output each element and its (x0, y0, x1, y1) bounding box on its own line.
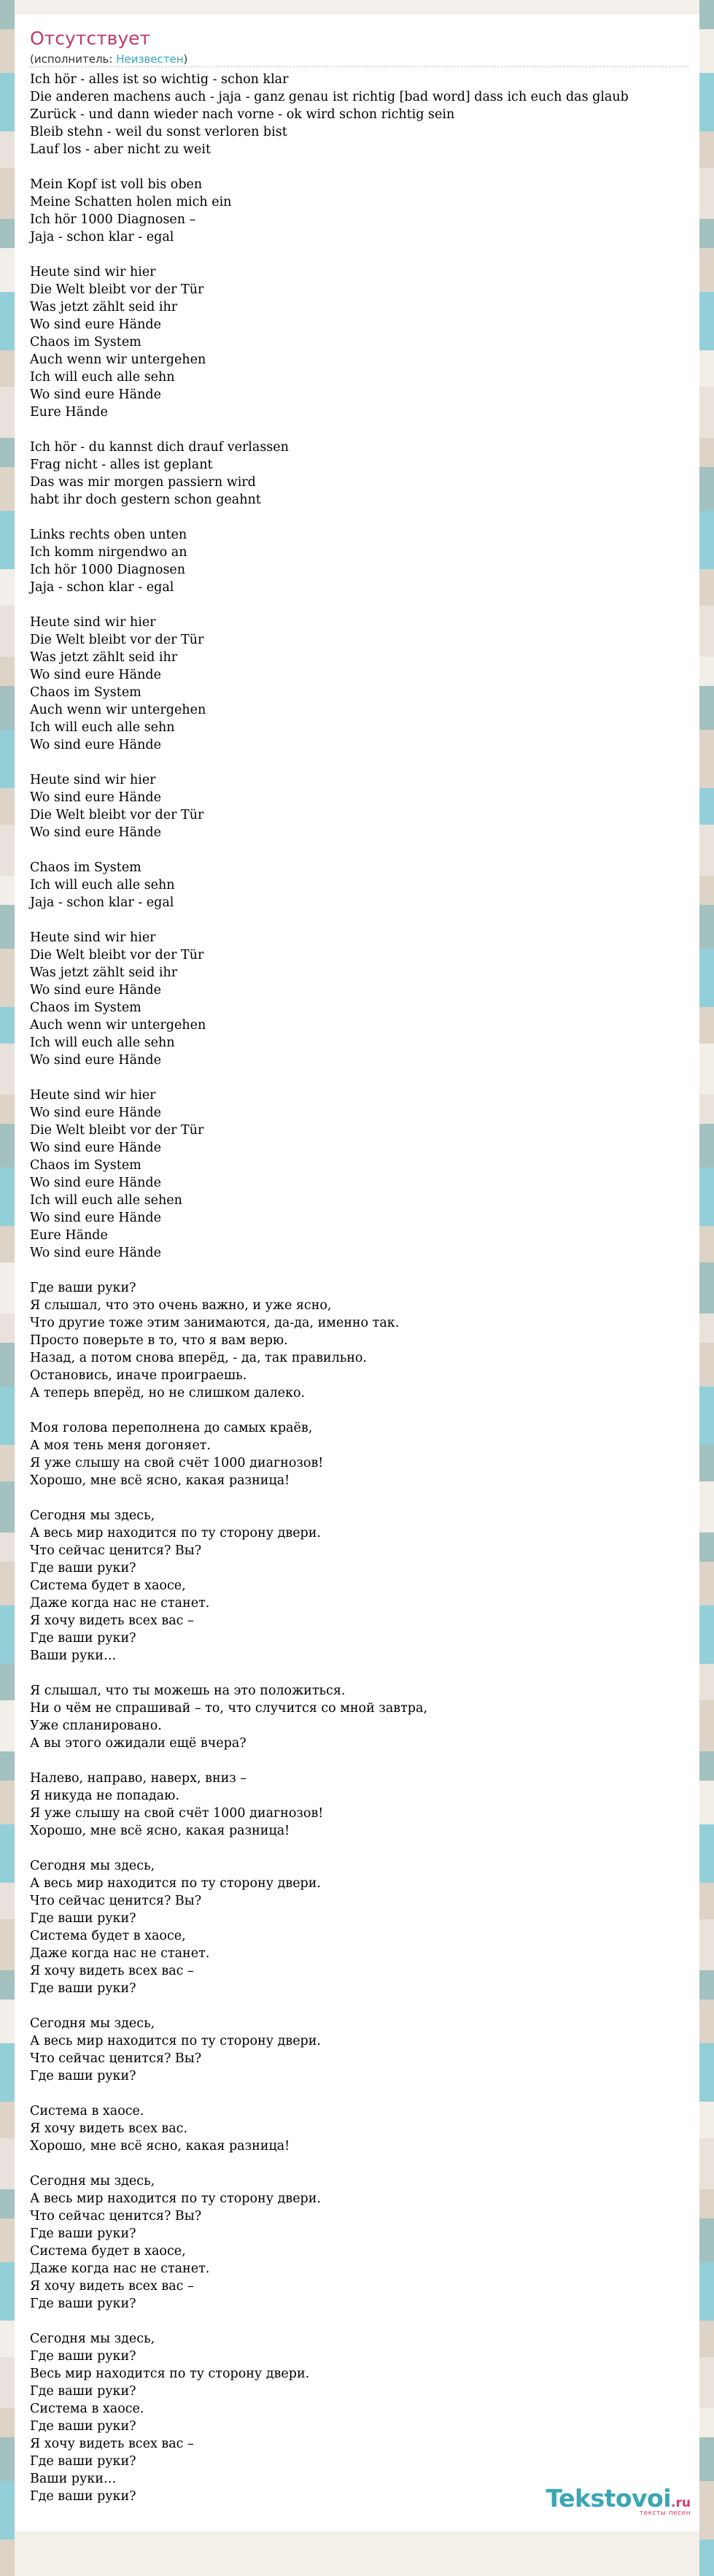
decorative-stripe (0, 1314, 15, 1343)
lyrics-line: Система в хаосе. (30, 2402, 144, 2416)
lyrics-line: Die Welt bleibt vor der Tür (30, 808, 204, 822)
lyrics-line: Остановись, иначе проиграешь. (30, 1368, 247, 1383)
lyrics-line: Сегодня мы здесь, (30, 2016, 155, 2031)
lyrics-line: Ich hör 1000 Diagnosen (30, 563, 186, 577)
lyrics-line: Ich will euch alle sehen (30, 1193, 182, 1208)
artist-link[interactable]: Неизвестен (116, 53, 184, 66)
lyrics-line: Ich will euch alle sehn (30, 878, 175, 892)
decorative-stripe (699, 2218, 714, 2262)
lyrics-line: Was jetzt zählt seid ihr (30, 300, 178, 315)
lyrics-line: Ich will euch alle sehn (30, 1036, 175, 1050)
lyrics-line: Chaos im System (30, 685, 141, 700)
decorative-stripe (0, 2138, 15, 2189)
decorative-stripe (0, 2437, 15, 2481)
lyrics-line: Heute sind wir hier (30, 1088, 156, 1103)
lyrics-line: Уже спланировано. (30, 1719, 162, 1733)
lyrics-line: Сегодня мы здесь, (30, 1859, 155, 1873)
decorative-stripe (699, 1168, 714, 1226)
decorative-stripe (699, 2481, 714, 2540)
lyrics-line: Ich will euch alle sehn (30, 370, 175, 385)
lyrics-stanza (30, 1507, 699, 1665)
decorative-stripe (0, 292, 15, 350)
decorative-stripe (0, 1781, 15, 1824)
decorative-stripe (0, 1044, 15, 1095)
decorative-stripe (0, 730, 15, 788)
lyrics-line: Я хочу видеть всех вас. (30, 2121, 188, 2136)
lyrics-line: Wo sind eure Hände (30, 1211, 161, 1225)
lyrics-line: Wo sind eure Hände (30, 1141, 161, 1155)
lyrics-line: Я слышал, что это очень важно, и уже ясно, (30, 1298, 332, 1313)
lyrics-line: Chaos im System (30, 335, 141, 350)
decorative-stripe (0, 949, 15, 1007)
lyrics-line: А весь мир находится по ту сторону двери. (30, 2191, 321, 2206)
decorative-stripe (0, 219, 15, 248)
decorative-stripe (699, 730, 714, 788)
lyrics-line: Где ваши руки? (30, 2069, 136, 2083)
decorative-stripe (0, 2000, 15, 2043)
lyrics-line: Wo sind eure Hände (30, 387, 161, 402)
lyrics-line: Что сейчас ценится? Вы? (30, 2051, 202, 2066)
decorative-stripe (699, 1226, 714, 1262)
lyrics-stanza (30, 2015, 699, 2085)
lyrics-line: А вы этого ожидали ещё вчера? (30, 1736, 247, 1751)
decorative-stripe (699, 29, 714, 73)
lyrics-line: Heute sind wir hier (30, 265, 156, 279)
lyrics-line: Die anderen machens auch - jaja - ganz genau ist richtig [bad word] dass ich euch das glaub (30, 90, 629, 104)
decorative-stripe (699, 686, 714, 730)
decorative-stripe (0, 350, 15, 387)
decorative-stripe (0, 511, 15, 569)
decorative-stripe (0, 2102, 15, 2138)
lyrics-stanza (30, 614, 699, 754)
lyrics-line: Назад, а потом снова вперёд, - да, так правильно. (30, 1351, 367, 1365)
decorative-stripe (0, 686, 15, 730)
decorative-stripe (0, 1532, 15, 1562)
lyrics-line: Auch wenn wir untergehen (30, 1018, 206, 1033)
lyrics-line: Даже когда нас не станет. (30, 1946, 210, 1961)
decorative-stripe (0, 73, 15, 131)
decorative-stripe (699, 657, 714, 686)
lyrics-line: Где ваши руки? (30, 1911, 136, 1926)
lyrics-line: Wo sind eure Hände (30, 738, 161, 752)
decorative-stripe (699, 73, 714, 131)
lyrics-line: Chaos im System (30, 1000, 141, 1015)
lyrics-line: Я хочу видеть всех вас – (30, 1613, 194, 1628)
decorative-stripe (0, 2218, 15, 2262)
lyrics-line: Zurück - und dann wieder nach vorne - ok wird schon richtig sein (30, 107, 455, 122)
lyrics-line: Ни о чём не спрашивай – то, что случится со мной завтра, (30, 1701, 428, 1716)
lyrics-line: Просто поверьте в то, что я вам верю. (30, 1333, 288, 1348)
decorative-stripe (699, 2000, 714, 2043)
decorative-stripe (0, 2043, 15, 2102)
decorative-stripe (699, 1970, 714, 2000)
lyrics-line: Даже когда нас не станет. (30, 2261, 210, 2276)
decorative-stripes-left (0, 0, 15, 2546)
lyrics-line: Сегодня мы здесь, (30, 2332, 155, 2346)
lyrics-line: Система будет в хаосе, (30, 1929, 186, 1943)
lyrics-line: Bleib stehn - weil du sonst verloren bist (30, 125, 287, 139)
decorative-stripe (699, 1532, 714, 1562)
lyrics-line: Хорошо, мне всё ясно, какая разница! (30, 1824, 290, 1838)
lyrics-line: Chaos im System (30, 860, 141, 875)
decorative-stripe (0, 0, 15, 29)
lyrics-line: Chaos im System (30, 1158, 141, 1173)
lyrics-line: Весь мир находится по ту сторону двери. (30, 2367, 310, 2381)
lyrics-line: Wo sind eure Hände (30, 983, 161, 998)
decorative-stripe (699, 1314, 714, 1343)
decorative-stripe (699, 1883, 714, 1919)
lyrics-line: Я никуда не попадаю. (30, 1789, 179, 1803)
decorative-stripe (699, 788, 714, 825)
decorative-stripe (699, 1751, 714, 1781)
decorative-stripe (699, 1124, 714, 1168)
lyrics-stanza (30, 2172, 699, 2313)
lyrics-line: Links rechts oben unten (30, 528, 187, 542)
lyrics-line: Wo sind eure Hände (30, 317, 161, 332)
decorative-stripe (699, 825, 714, 876)
lyrics-stanza (30, 1279, 699, 1402)
decorative-stripe (0, 1700, 15, 1751)
decorative-stripe (0, 1919, 15, 1970)
decorative-stripe (0, 1824, 15, 1883)
decorative-stripe (0, 876, 15, 905)
decorative-stripe (699, 248, 714, 292)
lyrics-line: Ваши руки… (30, 2472, 117, 2486)
lyrics-line: Jaja - schon klar - egal (30, 580, 174, 595)
lyrics-line: А весь мир находится по ту сторону двери. (30, 1526, 321, 1540)
decorative-stripe (699, 1562, 714, 1605)
lyrics-stanza (30, 2330, 699, 2505)
decorative-stripe (699, 0, 714, 29)
decorative-stripe (699, 569, 714, 606)
lyrics-line: Даже когда нас не станет. (30, 1596, 210, 1611)
lyrics-line: Я уже слышу на свой счёт 1000 диагнозов! (30, 1806, 324, 1821)
lyrics-line: Где ваши руки? (30, 2419, 136, 2434)
decorative-stripe (0, 905, 15, 949)
lyrics-line: Что сейчас ценится? Вы? (30, 2209, 202, 2224)
lyrics-line: Eure Hände (30, 1228, 108, 1243)
decorative-stripe (699, 350, 714, 387)
decorative-stripe (0, 131, 15, 168)
decorative-stripe (0, 1481, 15, 1532)
lyrics-line: А теперь вперёд, но не слишком далеко. (30, 1386, 306, 1400)
lyrics-stanza (30, 1857, 699, 1997)
decorative-stripe (0, 168, 15, 219)
lyrics-line: Mein Kopf ist voll bis oben (30, 177, 203, 192)
lyrics-line: Где ваши руки? (30, 1631, 136, 1646)
decorative-stripe (0, 1168, 15, 1226)
decorative-stripe (699, 1007, 714, 1044)
decorative-stripe (699, 1343, 714, 1387)
title-divider (30, 66, 689, 67)
decorative-stripe (699, 1919, 714, 1970)
lyrics-line: Jaja - schon klar - egal (30, 230, 174, 244)
decorative-stripe (0, 467, 15, 511)
decorative-stripe (0, 1343, 15, 1387)
lyrics-line: Das was mir morgen passiern wird (30, 475, 256, 490)
lyrics-line: Система будет в хаосе, (30, 2244, 186, 2259)
decorative-stripe (0, 438, 15, 467)
decorative-stripe (0, 248, 15, 292)
decorative-stripe (0, 1095, 15, 1124)
lyrics-stanza (30, 929, 699, 1069)
decorative-stripe (0, 387, 15, 438)
lyrics-line: Где ваши руки? (30, 2384, 136, 2399)
lyrics-line: Что сейчас ценится? Вы? (30, 1543, 202, 1558)
lyrics-line: Wo sind eure Hände (30, 1176, 161, 1190)
decorative-stripes-right (699, 0, 714, 2546)
decorative-stripe (699, 1262, 714, 1314)
decorative-stripe (699, 387, 714, 438)
decorative-stripe (0, 1605, 15, 1664)
lyrics-line: Я хочу видеть всех вас – (30, 2279, 194, 2294)
decorative-stripe (0, 1562, 15, 1605)
decorative-stripe (0, 569, 15, 606)
decorative-stripe (0, 1387, 15, 1445)
decorative-stripe (0, 2540, 15, 2576)
decorative-stripe (699, 511, 714, 569)
lyrics-stanza (30, 263, 699, 421)
decorative-stripe (699, 2102, 714, 2138)
decorative-stripe (699, 1781, 714, 1824)
logo-tagline: тексты песен (639, 2510, 691, 2517)
lyrics-line: Сегодня мы здесь, (30, 1508, 155, 1523)
decorative-stripe (699, 2357, 714, 2408)
decorative-stripe (699, 1044, 714, 1095)
lyrics-line: Что другие тоже этим занимаются, да-да, именно так. (30, 1316, 400, 1330)
lyrics-line: Auch wenn wir untergehen (30, 352, 206, 367)
decorative-stripe (0, 29, 15, 73)
decorative-stripe (699, 168, 714, 219)
lyrics-line: Система будет в хаосе, (30, 1578, 186, 1593)
song-title: Отсутствует (30, 28, 151, 49)
decorative-stripe (699, 1700, 714, 1751)
lyrics-line: Was jetzt zählt seid ihr (30, 650, 178, 665)
decorative-stripe (0, 1226, 15, 1262)
lyrics-line: Я хочу видеть всех вас – (30, 2437, 194, 2451)
decorative-stripe (699, 1095, 714, 1124)
decorative-stripe (0, 2189, 15, 2218)
lyrics-line: Ich hör - du kannst dich drauf verlassen (30, 440, 289, 455)
decorative-stripe (699, 1824, 714, 1883)
artist-suffix: ) (183, 53, 188, 66)
lyrics-line: Ich will euch alle sehn (30, 720, 175, 735)
decorative-stripe (699, 1445, 714, 1481)
lyrics-line: Was jetzt zählt seid ihr (30, 965, 178, 980)
lyrics-line: Die Welt bleibt vor der Tür (30, 633, 204, 647)
decorative-stripe (0, 1664, 15, 1700)
lyrics-line: Meine Schatten holen mich ein (30, 195, 232, 209)
decorative-stripe (0, 606, 15, 657)
lyrics-line: Frag nicht - alles ist geplant (30, 458, 213, 472)
decorative-stripe (699, 2189, 714, 2218)
decorative-stripe (699, 606, 714, 657)
lyrics-stanza (30, 859, 699, 911)
decorative-stripe (0, 1445, 15, 1481)
lyrics-line: Система в хаосе. (30, 2104, 144, 2118)
decorative-stripe (699, 2043, 714, 2102)
lyrics-line: Ваши руки… (30, 1648, 117, 1663)
site-logo[interactable] (546, 2486, 691, 2517)
lyrics-line: Где ваши руки? (30, 2226, 136, 2241)
lyrics-line: Die Welt bleibt vor der Tür (30, 1123, 204, 1138)
decorative-stripe (699, 2138, 714, 2189)
decorative-stripe (0, 1007, 15, 1044)
decorative-stripe (699, 2540, 714, 2576)
lyrics-line: Я слышал, что ты можешь на это положиться. (30, 1684, 346, 1698)
lyrics-line: habt ihr doch gestern schon geahnt (30, 493, 261, 507)
logo-name: Tekstovoi (546, 2484, 672, 2513)
lyrics-line: Где ваши руки? (30, 2454, 136, 2469)
decorative-stripe (699, 1387, 714, 1445)
lyrics-line: Ich hör 1000 Diagnosen – (30, 212, 196, 227)
decorative-stripe (0, 2408, 15, 2437)
lyrics-card (15, 15, 699, 2531)
lyrics-stanza (30, 71, 699, 158)
lyrics-line: Die Welt bleibt vor der Tür (30, 282, 204, 297)
decorative-stripe (0, 1970, 15, 2000)
decorative-stripe (699, 2437, 714, 2481)
lyrics-line: Wo sind eure Hände (30, 1246, 161, 1260)
lyrics-line: Что сейчас ценится? Вы? (30, 1894, 202, 1908)
lyrics-line: Wo sind eure Hände (30, 1053, 161, 1068)
lyrics-line: Где ваши руки? (30, 2297, 136, 2311)
lyrics-line: А весь мир находится по ту сторону двери. (30, 1876, 321, 1891)
artist-prefix: (исполнитель: (30, 53, 117, 66)
lyrics-text (30, 71, 699, 2523)
decorative-stripe (699, 2408, 714, 2437)
lyrics-stanza (30, 1419, 699, 1489)
lyrics-line: Сегодня мы здесь, (30, 2174, 155, 2189)
decorative-stripe (0, 1124, 15, 1168)
decorative-stripe (699, 438, 714, 467)
lyrics-line: Die Welt bleibt vor der Tür (30, 948, 204, 963)
decorative-stripe (699, 905, 714, 949)
lyrics-line: Wo sind eure Hände (30, 1106, 161, 1120)
decorative-stripe (699, 292, 714, 350)
lyrics-line: Heute sind wir hier (30, 615, 156, 630)
lyrics-stanza (30, 526, 699, 596)
decorative-stripe (699, 131, 714, 168)
decorative-stripe (0, 2357, 15, 2408)
decorative-stripe (0, 2481, 15, 2540)
lyrics-stanza (30, 439, 699, 509)
lyrics-line: Ich hör - alles ist so wichtig - schon klar (30, 72, 289, 87)
decorative-stripe (699, 2262, 714, 2321)
lyrics-line: Хорошо, мне всё ясно, какая разница! (30, 1473, 290, 1488)
lyrics-line: Heute sind wir hier (30, 773, 156, 787)
lyrics-line: Где ваши руки? (30, 2349, 136, 2364)
decorative-stripe (699, 2321, 714, 2357)
lyrics-line: Налево, направо, наверх, вниз – (30, 1771, 247, 1786)
lyrics-line: Eure Hände (30, 405, 108, 420)
decorative-stripe (699, 876, 714, 905)
lyrics-line: Ich komm nirgendwo an (30, 545, 187, 560)
lyrics-line: Я уже слышу на свой счёт 1000 диагнозов! (30, 1456, 324, 1470)
decorative-stripe (699, 1664, 714, 1700)
lyrics-stanza (30, 1770, 699, 1840)
lyrics-line: Где ваши руки? (30, 1981, 136, 1996)
lyrics-stanza (30, 176, 699, 246)
lyrics-line: Где ваши руки? (30, 2489, 136, 2504)
lyrics-line: Где ваши руки? (30, 1561, 136, 1576)
lyrics-line: Lauf los - aber nicht zu weit (30, 142, 211, 157)
lyrics-stanza (30, 2102, 699, 2155)
decorative-stripe (0, 657, 15, 686)
decorative-stripe (0, 1883, 15, 1919)
decorative-stripe (0, 1751, 15, 1781)
lyrics-line: Heute sind wir hier (30, 930, 156, 945)
lyrics-line: Jaja - schon klar - egal (30, 895, 174, 910)
lyrics-stanza (30, 1682, 699, 1752)
lyrics-stanza (30, 1087, 699, 1262)
lyrics-line: Моя голова переполнена до самых краёв, (30, 1421, 313, 1435)
decorative-stripe (0, 2321, 15, 2357)
logo-tld: .ru (671, 2496, 691, 2510)
lyrics-line: Wo sind eure Hände (30, 790, 161, 805)
lyrics-line: Wo sind eure Hände (30, 668, 161, 682)
decorative-stripe (699, 1481, 714, 1532)
decorative-stripe (0, 788, 15, 825)
artist-line (30, 52, 187, 66)
decorative-stripe (699, 1605, 714, 1664)
lyrics-line: А весь мир находится по ту сторону двери. (30, 2034, 321, 2048)
lyrics-line: Я хочу видеть всех вас – (30, 1964, 194, 1978)
decorative-stripe (699, 949, 714, 1007)
lyrics-stanza (30, 771, 699, 841)
decorative-stripe (699, 219, 714, 248)
decorative-stripe (699, 467, 714, 511)
lyrics-line: А моя тень меня догоняет. (30, 1438, 211, 1453)
lyrics-line: Хорошо, мне всё ясно, какая разница! (30, 2139, 290, 2153)
lyrics-line: Где ваши руки? (30, 1281, 136, 1295)
lyrics-line: Wo sind eure Hände (30, 825, 161, 840)
decorative-stripe (0, 825, 15, 876)
lyrics-line: Auch wenn wir untergehen (30, 703, 206, 717)
decorative-stripe (0, 1262, 15, 1314)
decorative-stripe (0, 2262, 15, 2321)
